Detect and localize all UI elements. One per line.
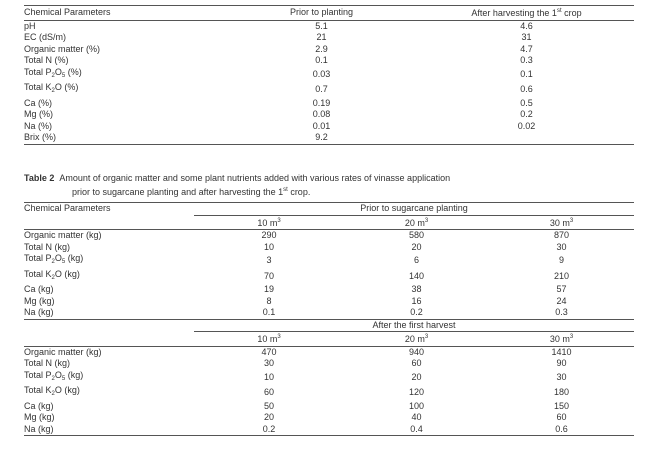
table-1-value-cell: 31 [521, 32, 532, 42]
section-2-param-cell: Total N (kg) [24, 358, 71, 368]
section-2-col-30: 30 $m^3$ [549, 334, 574, 344]
section-2-value-cell: 40 [411, 412, 422, 422]
section-2-value-cell: 50 [263, 400, 274, 411]
section-2-value-cell: 0.4 [410, 423, 423, 434]
section-1-row [24, 242, 634, 254]
section-1-value-cell: 8 [266, 295, 272, 306]
table-1-row [24, 98, 634, 110]
section-2-param-cell: Total $K_2O$ (kg) [24, 385, 80, 397]
table-1-value-cell: 0.1 [315, 55, 328, 65]
section-1-row [24, 296, 634, 308]
section-2-param-cell: Total $P_2O_5$ (kg) [24, 369, 84, 382]
section-1-param-cell: Na (kg) [24, 307, 54, 317]
section-1-row [24, 269, 634, 285]
table-1-param-cell: Organic matter (%) [24, 43, 101, 54]
section-1-value-cell: 30 [556, 241, 567, 252]
section-1-param-cell: Total $K_2O$ (kg) [24, 268, 80, 281]
section-1-value-cell: 3 [266, 255, 272, 265]
section-1-value-cell: 580 [408, 230, 425, 240]
section-2-value-cell: 1410 [551, 346, 572, 357]
table-1-param-cell: EC (dS/m) [24, 32, 67, 42]
table-1-value-cell: 0.19 [312, 97, 331, 108]
caption-line-2: prior to sugarcane planting and after harvesting the 1st crop. [72, 187, 311, 197]
table-1-value-cell: 0.03 [312, 68, 331, 79]
section-2-value-cell: 60 [556, 412, 567, 422]
section-1-value-cell: 0.3 [555, 307, 568, 317]
table-1 [24, 5, 634, 145]
section-2-value-cell: 120 [408, 387, 425, 397]
section-1-value-cell: 0.1 [262, 307, 276, 317]
section-2-col-10: 10 $m^3$ [257, 334, 281, 344]
section-1-row [24, 230, 634, 242]
table-2-caption [24, 172, 634, 198]
table-1-value-cell: 0.02 [517, 120, 536, 131]
section-1-value-cell: 20 [411, 241, 422, 252]
section-2-col-20: 20 $m^3$ [404, 334, 429, 344]
section-1-row [24, 284, 634, 296]
section-1-value-cell: 9 [558, 255, 564, 265]
section-2-value-cell: 90 [556, 358, 567, 368]
section-2-value-cell: 0.6 [555, 423, 568, 434]
section-2-value-cell: 30 [556, 371, 567, 382]
table-2-header-param: Chemical Parameters [24, 203, 111, 213]
section-1-param-cell: Organic matter (kg) [24, 230, 102, 240]
section-1-value-cell: 38 [411, 284, 422, 294]
section-2-value-cell: 30 [263, 358, 274, 368]
section-2-param-cell: Mg (kg) [24, 412, 55, 422]
table-1-value-cell: 0.7 [315, 84, 328, 94]
table-1-param-cell: Na (%) [24, 120, 53, 131]
section-1-title: Prior to sugarcane planting [194, 203, 634, 216]
section-2-value-cell: 20 [263, 412, 274, 422]
table-1-row [24, 121, 634, 133]
table-1-header-param: Chemical Parameters [24, 7, 111, 17]
section-1-param-cell: Mg (kg) [24, 295, 55, 306]
section-2-row [24, 412, 634, 424]
section-1-value-cell: 210 [553, 270, 570, 281]
section-1-col-30: 30 $m^3$ [549, 217, 574, 228]
table-1-value-cell: 5.1 [315, 20, 328, 31]
caption-line-1: Amount of organic matter and some plant nutrients added with various rates of vinasse application [59, 173, 451, 183]
section-1-col-20: 20 $m^3$ [404, 217, 429, 228]
table-1-row [24, 32, 634, 44]
section-1-value-cell: 16 [411, 295, 422, 306]
table-1-header-prior: Prior to planting [289, 7, 354, 17]
section-2-value-cell: 470 [261, 346, 277, 357]
table-1-row [24, 20, 634, 32]
section-1-value-cell: 870 [553, 230, 570, 240]
section-2-value-cell: 10 [263, 371, 274, 382]
section-1-value-cell: 6 [413, 255, 419, 265]
section-1-row [24, 253, 634, 269]
section-2-value-cell: 20 [411, 371, 422, 382]
section-2-param-cell: Na (kg) [24, 423, 54, 434]
section-1-param-cell: Total N (kg) [24, 241, 71, 252]
section-2-row [24, 401, 634, 413]
section-1-param-cell: Total $P_2O_5$ (kg) [24, 253, 84, 265]
section-2-row [24, 424, 634, 436]
section-2-param-cell: Organic matter (kg) [24, 346, 102, 357]
section-1-param-cell: Ca (kg) [24, 284, 54, 294]
table-1-param-cell: Mg (%) [24, 109, 53, 119]
section-1-value-cell: 10 [263, 241, 274, 252]
table-2-label: Table 2 [24, 173, 55, 183]
table-1-value-cell: 0.3 [520, 55, 533, 65]
table-1-param-cell: Total $K_2O$ (%) [24, 82, 79, 94]
table-1-value-cell: 0.01 [312, 120, 331, 131]
table-1-value-cell: 0.2 [520, 109, 533, 119]
section-2-col-row [24, 332, 634, 347]
table-1-param-cell: pH [24, 20, 36, 31]
table-2-header-row [24, 203, 634, 216]
section-2-row [24, 358, 634, 370]
table-1-param-cell: Brix (%) [24, 132, 56, 142]
section-2-value-cell: 940 [408, 346, 425, 357]
table-1-value-cell: 0.08 [312, 109, 331, 119]
table-1-row [24, 44, 634, 56]
table-1-value-cell: 0.5 [520, 97, 533, 108]
section-1-value-cell: 70 [263, 270, 274, 281]
section-2-title: After the first harvest [194, 319, 634, 332]
section-2-row [24, 370, 634, 386]
table-1-value-cell: 21 [316, 32, 327, 42]
table-1-row [24, 109, 634, 121]
table-1-value-cell: 4.6 [520, 20, 533, 31]
section-1-row [24, 307, 634, 319]
table-1-value-cell: 2.9 [315, 43, 328, 54]
table-1-row [24, 67, 634, 83]
section-2-row [24, 385, 634, 401]
section-1-value-cell: 24 [556, 295, 567, 306]
table-1-param-cell: Total $P_2O_5$ (%) [24, 66, 82, 79]
table-1-value-cell: 9.2 [315, 132, 328, 142]
section-2-title-row [24, 319, 634, 332]
table-1-header-row [24, 6, 634, 21]
table-1-header-after: After harvesting the 1st crop [471, 8, 582, 18]
table-1-value-cell [419, 132, 634, 144]
section-2-value-cell: 0.2 [262, 423, 276, 434]
section-1-value-cell: 140 [408, 270, 425, 281]
section-2-value-cell: 180 [553, 387, 570, 397]
table-1-param-cell: Total N (%) [24, 55, 69, 65]
section-1-value-cell: 0.2 [410, 307, 423, 317]
section-2-row [24, 346, 634, 358]
table-1-value-cell: 0.1 [520, 68, 533, 79]
section-2-value-cell: 60 [263, 387, 274, 397]
section-1-col-10: 10 $m^3$ [257, 217, 281, 228]
section-1-value-cell: 19 [263, 284, 274, 294]
section-2-value-cell: 150 [553, 400, 570, 411]
table-1-param-cell: Ca (%) [24, 97, 53, 108]
section-2-param-cell: Ca (kg) [24, 400, 54, 411]
table-1-value-cell: 4.7 [520, 43, 533, 54]
section-2-value-cell: 100 [408, 400, 425, 411]
section-1-value-cell: 57 [556, 284, 567, 294]
table-1-row [24, 82, 634, 98]
table-1-value-cell: 0.6 [520, 84, 533, 94]
table-2 [24, 202, 634, 436]
section-1-value-cell: 290 [261, 230, 277, 240]
section-2-value-cell: 60 [411, 358, 422, 368]
table-1-row [24, 55, 634, 67]
table-1-row [24, 132, 634, 144]
